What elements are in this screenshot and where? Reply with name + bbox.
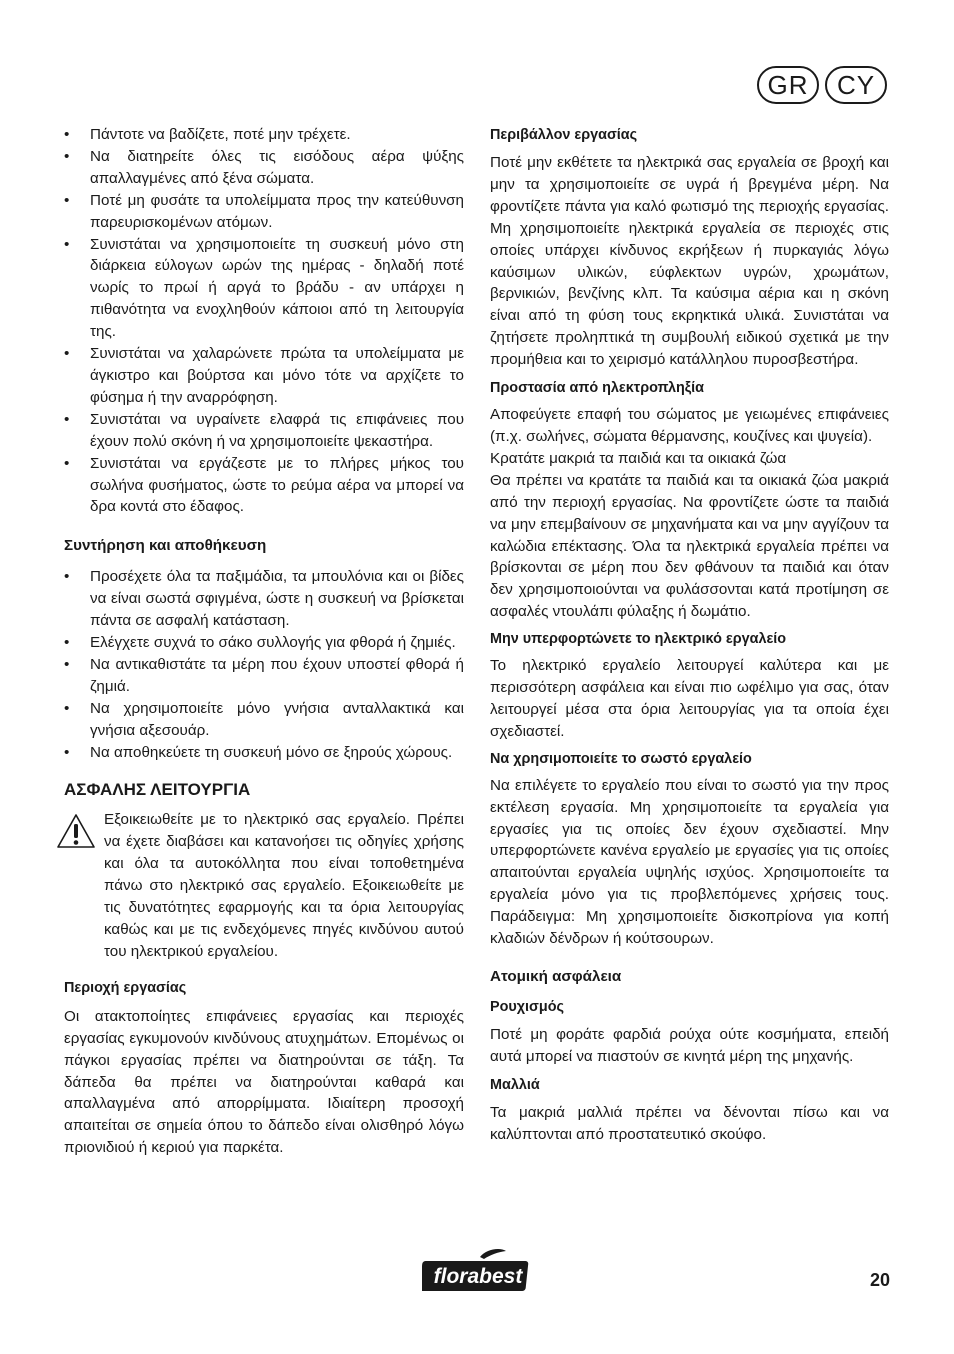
overload-text: Το ηλεκτρικό εργαλείο λειτουργεί καλύτερα και με περισσότερη ασφάλεια και είναι πιο ωφέλιμο για σας, όταν λειτουργεί μέσα στα όρια λειτουργίας για τα οποία έχει σχεδιαστεί.: [490, 657, 889, 740]
language-badge-gr: GR: [757, 66, 819, 104]
maintenance-bullets: [64, 566, 464, 763]
language-badges: [757, 66, 889, 106]
children-pets-subheading: Κρατάτε μακριά τα παιδιά και τα οικιακά ζώα: [490, 449, 787, 467]
environment-text: Ποτέ μην εκθέτετε τα ηλεκτρικά σας εργαλεία σε βροχή και μην τα χρησιμοποιείτε σε υγρά ή βρεγμένα μέρη. Να φροντίζετε πάντα για καλό φωτισμό της περιοχής εργασίας. Μη χρησιμοποιείτε ηλεκτρικά εργαλεία σε περιοχές στις οποίες υπάρχει κίνδυνος εκρήξεων ή πυρκαγιάς λόγω καύσιμων υλικών, εύφλεκτων υγρών, χρωμάτων, βερνικιών, βενζίνης κλπ. Τα καύσιμα αέρια και η σκόνη είναι από τη φύση τους εκρηκτικά υλικά. Συνιστάται να ζητήσετε προληπτικά τη συμβουλή ειδικού σχετικά με την προμήθεια και το χειρισμό κατάλληλου πυροσβεστήρα.: [490, 154, 889, 369]
correct-tool-heading: Να χρησιμοποιείτε το σωστό εργαλείο: [490, 750, 752, 767]
page-number: 20: [869, 1270, 890, 1290]
work-area-text: Οι ατακτοποίητες επιφάνειες εργασίας και περιοχές εργασίας εγκυμονούν κινδύνους ατυχημάτων. Επομένως οι πάγκοι εργασίας πρέπει να διατηρούνται σε τάξη. Τα δάπεδα θα πρέπει να διατηρούνται καθαρά και απαλλαγμένα από απορρίμματα. Ιδιαίτερη προσοχή απαιτείται σε σημεία όπου το δάπεδο είναι ολισθηρό λόγω πριονιδιού ή κεριού για παρκέτα.: [64, 1007, 464, 1157]
list-item: • Ποτέ μη φυσάτε τα υπολείμματα προς την κατεύθυνση παρευρισκομένων ατόμων.: [64, 190, 464, 234]
warning-triangle-icon: [56, 813, 96, 849]
left-column: [64, 124, 464, 1159]
list-item: • Πάντοτε να βαδίζετε, ποτέ μην τρέχετε.: [64, 124, 464, 146]
language-badge-cy: CY: [825, 66, 887, 104]
logo-text: florabest: [433, 1265, 523, 1288]
hair-text: Τα μακριά μαλλιά πρέπει να δένονται πίσω και να καλύπτονται από προστατευτικό σκούφο.: [490, 1103, 889, 1143]
correct-tool-text: Να επιλέγετε το εργαλείο που είναι το σωστό για την προς εκτέλεση εργασία. Μη χρησιμοποιείτε τα εργαλεία για εργασίες για τις οποίες δεν έχουν σχεδιαστεί. Μην υπερφορτώνετε κανένα εργαλείο με εργασίες για τις οποίες απαιτούνται εργαλεία υψηλής ισχύος. Χρησιμοποιείτε τα εργαλεία μόνο για τις προβλεπόμενες χρήσεις τους. Παράδειγμα: Μη χρησιμοποιείτε δισκοπρίονα για κοπή κλαδιών δένδρων ή κούτσουρων.: [490, 776, 889, 948]
safety-bullets: [64, 124, 464, 518]
list-item: • Να διατηρείτε όλες τις εισόδους αέρα ψύξης απαλλαγμένες από ξένα σώματα.: [64, 146, 464, 190]
list-item: • Ελέγχετε συχνά το σάκο συλλογής για φθορά ή ζημιές.: [64, 632, 464, 654]
maintenance-heading: Συντήρηση και αποθήκευση: [64, 537, 267, 555]
right-column: [490, 124, 889, 1146]
overload-heading: Μην υπερφορτώνετε το ηλεκτρικό εργαλείο: [490, 631, 787, 648]
list-item: • Συνιστάται να χρησιμοποιείτε τη συσκευή μόνο στη διάρκεια εύλογων ωρών της ημέρας - δηλαδή ποτέ νωρίς το πρωί ή αργά το βράδυ - αν υπάρχει η πιθανότητα να ενοχληθούν κάποιοι από τη λειτουργία της.: [64, 234, 464, 344]
list-item: • Να χρησιμοποιείτε μόνο γνήσια ανταλλακτικά και γνήσια αξεσουάρ.: [64, 698, 464, 742]
electric-shock-heading: Προστασία από ηλεκτροπληξία: [490, 380, 705, 397]
work-area-heading: Περιοχή εργασίας: [64, 979, 187, 996]
children-pets-text: Θα πρέπει να κρατάτε τα παιδιά και τα οικιακά ζώα μακριά από την περιοχή εργασίας. Να φροντίζετε ώστε τα παιδιά να μην επεμβαίνουν σε μηχανήματα και να μην αγγίζουν τα καλώδια επέκτασης. Όλα τα ηλεκτρικά εργαλεία πρέπει να βρίσκονται σε μέρη που δεν φθάνουν τα παιδιά και όταν δεν χρησιμοποιούνται να φυλάσσονται κατά προτίμηση σε ασφαλές ντουλάπι φύλαξης ή δωμάτιο.: [490, 471, 889, 621]
warning-block: [64, 809, 464, 962]
list-item: • Συνιστάται να υγραίνετε ελαφρά τις επιφάνειες που έχουν πολύ σκόνη ή να χρησιμοποιείτε ψεκαστήρα.: [64, 409, 464, 453]
clothing-heading: Ρουχισμός: [490, 999, 564, 1015]
environment-heading: Περιβάλλον εργασίας: [490, 127, 638, 143]
list-item: • Προσέχετε όλα τα παξιμάδια, τα μπουλόνια και οι βίδες να είναι σωστά σφιγμένα, ώστε η συσκευή να βρίσκεται πάντα σε ασφαλή κατάσταση.: [64, 566, 464, 632]
personal-safety-heading: Ατομική ασφάλεια: [490, 968, 622, 985]
safe-operation-heading: ΑΣΦΑΛΗΣ ΛΕΙΤΟΥΡΓΙΑ: [64, 780, 251, 800]
clothing-text: Ποτέ μη φοράτε φαρδιά ρούχα ούτε κοσμήματα, επειδή αυτά μπορεί να πιαστούν σε κινητά μέρη της μηχανής.: [490, 1026, 889, 1065]
warning-text: Εξοικειωθείτε με το ηλεκτρικό σας εργαλείο. Πρέπει να έχετε διαβάσει και κατανοήσει τις οδηγίες χρήσης και όλα τα αυτοκόλλητα που είναι τοποθετημένα πάνω στο ηλεκτρικό σας εργαλείο. Εξοικειωθείτε με τις δυνατότητες εφαρμογής και τα όρια λειτουργίας καθώς και με τις ενδεχόμενες πηγές κινδύνου αυτού του ηλεκτρικού εργαλείου.: [104, 811, 464, 960]
florabest-logo: [422, 1247, 532, 1293]
list-item: • Συνιστάται να εργάζεστε με το πλήρες μήκος του σωλήνα φυσήματος, ώστε το ρεύμα αέρα να μπορεί να δρα κοντά στο έδαφος.: [64, 453, 464, 519]
electric-shock-text: Αποφεύγετε επαφή του σώματος με γειωμένες επιφάνειες (π.χ. σωλήνες, σώματα θέρμανσης, κουζίνες και ψυγεία).: [490, 406, 889, 445]
list-item: • Συνιστάται να χαλαρώνετε πρώτα τα υπολείμματα με άγκιστρο και βούρτσα και μόνο τότε να αρχίζετε το φύσημα ή την αναρρόφηση.: [64, 343, 464, 409]
list-item: • Να αποθηκεύετε τη συσκευή μόνο σε ξηρούς χώρους.: [64, 742, 464, 764]
list-item: • Να αντικαθιστάτε τα μέρη που έχουν υποστεί φθορά ή ζημιά.: [64, 654, 464, 698]
hair-heading: Μαλλιά: [490, 1076, 540, 1093]
